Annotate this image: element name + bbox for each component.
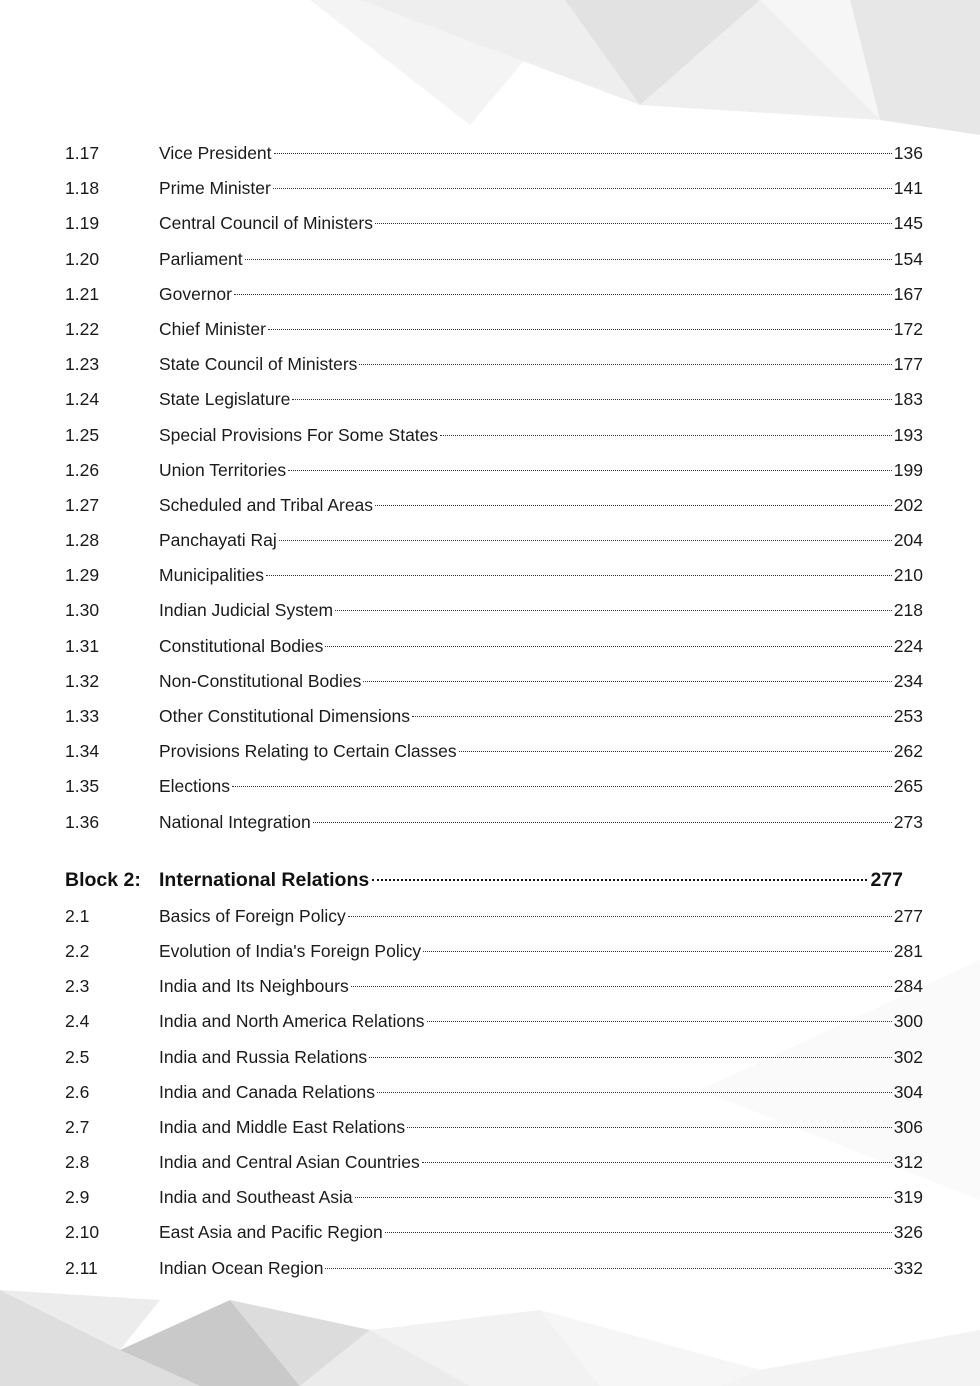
toc-entry-title: Special Provisions For Some States bbox=[159, 424, 439, 445]
toc-entry-title: Municipalities bbox=[159, 565, 265, 586]
toc-entry-page: 253 bbox=[893, 706, 923, 726]
toc-entry-number: 2.2 bbox=[65, 940, 90, 961]
toc-entry-number: 1.18 bbox=[65, 178, 100, 199]
toc-entry-page: 172 bbox=[893, 318, 923, 339]
toc-entry-number: 2.1 bbox=[65, 905, 90, 926]
toc-entry-number: 1.21 bbox=[65, 283, 100, 304]
toc-entry-2-11[interactable] bbox=[65, 1251, 923, 1286]
toc-entry-1-30[interactable] bbox=[65, 593, 923, 628]
toc-entry-page: 224 bbox=[893, 635, 923, 656]
toc-entry-title: India and Southeast Asia bbox=[159, 1187, 353, 1208]
toc-entry-number: 1.32 bbox=[65, 670, 100, 691]
block-title: International Relations bbox=[159, 868, 370, 891]
toc-entry-page: 204 bbox=[893, 530, 923, 551]
dot-leader bbox=[274, 153, 892, 154]
toc-entry-page: 167 bbox=[893, 283, 923, 304]
toc-entry-page: 265 bbox=[893, 776, 923, 797]
dot-leader bbox=[351, 986, 892, 987]
toc-entry-title: Prime Minister bbox=[159, 178, 271, 199]
dot-leader bbox=[245, 259, 892, 260]
toc-entry-page: 210 bbox=[893, 565, 923, 586]
toc-entry-number: 1.28 bbox=[65, 530, 100, 551]
toc-entry-number: 1.23 bbox=[65, 354, 100, 375]
toc-entry-title: Basics of Foreign Policy bbox=[159, 905, 346, 926]
dot-leader bbox=[375, 223, 892, 224]
toc-entry-page: 177 bbox=[893, 354, 923, 375]
dot-leader bbox=[335, 610, 892, 611]
toc-entry-title: Vice President bbox=[159, 143, 272, 163]
dot-leader bbox=[372, 879, 867, 881]
toc-entry-number: 1.26 bbox=[65, 459, 100, 480]
toc-entry-page: 136 bbox=[893, 143, 923, 163]
dot-leader bbox=[423, 951, 892, 952]
toc-entry-title: Provisions Relating to Certain Classes bbox=[159, 741, 457, 762]
toc-entry-title: East Asia and Pacific Region bbox=[159, 1222, 383, 1243]
table-of-contents bbox=[65, 136, 923, 1286]
toc-entry-page: 199 bbox=[893, 459, 923, 480]
dot-leader bbox=[359, 364, 891, 365]
dot-leader bbox=[234, 294, 892, 295]
toc-entry-title: State Council of Ministers bbox=[159, 354, 358, 375]
toc-entry-page: 281 bbox=[893, 940, 923, 961]
toc-entry-number: 2.5 bbox=[65, 1046, 90, 1067]
toc-entry-number: 1.20 bbox=[65, 248, 100, 269]
dot-leader bbox=[348, 916, 892, 917]
toc-entry-number: 1.30 bbox=[65, 600, 100, 621]
dot-leader bbox=[385, 1232, 892, 1233]
block-page: 277 bbox=[870, 868, 903, 891]
dot-leader bbox=[377, 1092, 892, 1093]
toc-entry-number: 2.3 bbox=[65, 976, 90, 997]
toc-entry-number: 1.35 bbox=[65, 776, 100, 797]
toc-entry-page: 154 bbox=[893, 248, 923, 269]
toc-entry-number: 1.25 bbox=[65, 424, 100, 445]
toc-entry-page: 302 bbox=[893, 1046, 923, 1067]
toc-entry-page: 304 bbox=[893, 1081, 923, 1102]
toc-entry-1-29[interactable] bbox=[65, 558, 923, 593]
toc-entry-number: 1.33 bbox=[65, 706, 100, 726]
toc-entry-1-35[interactable] bbox=[65, 769, 923, 804]
dot-leader bbox=[427, 1021, 892, 1022]
dot-leader bbox=[279, 540, 892, 541]
toc-entry-number: 2.4 bbox=[65, 1011, 90, 1032]
toc-entry-title: Indian Ocean Region bbox=[159, 1257, 324, 1278]
toc-entry-1-33[interactable] bbox=[65, 699, 923, 734]
toc-entry-number: 1.17 bbox=[65, 143, 100, 163]
toc-entry-1-19[interactable] bbox=[65, 206, 923, 241]
toc-entry-1-18[interactable] bbox=[65, 171, 923, 206]
toc-entry-title: Central Council of Ministers bbox=[159, 213, 373, 234]
toc-entry-number: 1.31 bbox=[65, 635, 100, 656]
toc-entry-page: 326 bbox=[893, 1222, 923, 1243]
toc-entry-1-27[interactable] bbox=[65, 488, 923, 523]
dot-leader bbox=[325, 646, 891, 647]
toc-entry-2-7[interactable] bbox=[65, 1110, 923, 1145]
toc-entry-page: 300 bbox=[893, 1011, 923, 1032]
toc-entry-number: 1.19 bbox=[65, 213, 100, 234]
toc-entry-1-21[interactable] bbox=[65, 277, 923, 312]
toc-entry-title: India and North America Relations bbox=[159, 1011, 425, 1032]
toc-entry-page: 312 bbox=[893, 1152, 923, 1173]
toc-entry-title: Parliament bbox=[159, 248, 243, 269]
block-label: Block 2: bbox=[65, 868, 141, 891]
block-2-heading[interactable] bbox=[65, 862, 903, 898]
toc-entry-1-23[interactable] bbox=[65, 347, 923, 382]
toc-entry-1-24[interactable] bbox=[65, 382, 923, 417]
toc-entry-1-17[interactable] bbox=[65, 136, 923, 171]
toc-entry-1-34[interactable] bbox=[65, 734, 923, 769]
toc-entry-number: 2.8 bbox=[65, 1152, 90, 1173]
toc-entry-title: India and Middle East Relations bbox=[159, 1116, 406, 1137]
toc-entry-number: 2.6 bbox=[65, 1081, 90, 1102]
toc-entry-page: 277 bbox=[893, 905, 923, 926]
toc-entry-title: Non-Constitutional Bodies bbox=[159, 670, 362, 691]
toc-entry-2-5[interactable] bbox=[65, 1040, 923, 1075]
toc-entry-2-6[interactable] bbox=[65, 1075, 923, 1110]
dot-leader bbox=[422, 1162, 892, 1163]
toc-entry-number: 1.36 bbox=[65, 811, 100, 832]
toc-entry-2-8[interactable] bbox=[65, 1145, 923, 1180]
toc-entry-page: 234 bbox=[893, 670, 923, 691]
toc-entry-number: 1.24 bbox=[65, 389, 100, 410]
dot-leader bbox=[268, 329, 892, 330]
toc-entry-title: Other Constitutional Dimensions bbox=[159, 706, 410, 726]
toc-entry-number: 2.10 bbox=[65, 1222, 100, 1243]
toc-entry-title: Governor bbox=[159, 283, 232, 304]
toc-entry-title: Scheduled and Tribal Areas bbox=[159, 494, 374, 515]
toc-entry-page: 202 bbox=[893, 494, 923, 515]
toc-entry-page: 319 bbox=[893, 1187, 923, 1208]
toc-entry-title: Chief Minister bbox=[159, 318, 266, 339]
toc-entry-number: 1.22 bbox=[65, 318, 100, 339]
dot-leader bbox=[288, 470, 892, 471]
toc-entry-number: 2.9 bbox=[65, 1187, 90, 1208]
dot-leader bbox=[273, 188, 892, 189]
toc-entry-page: 193 bbox=[893, 424, 923, 445]
toc-entry-title: Indian Judicial System bbox=[159, 600, 334, 621]
toc-entry-page: 306 bbox=[893, 1116, 923, 1137]
dot-leader bbox=[325, 1268, 891, 1269]
toc-entry-title: India and Canada Relations bbox=[159, 1081, 375, 1102]
toc-entry-1-28[interactable] bbox=[65, 523, 923, 558]
toc-entry-title: India and Russia Relations bbox=[159, 1046, 368, 1067]
dot-leader bbox=[412, 716, 892, 717]
dot-leader bbox=[363, 681, 891, 682]
toc-entry-page: 145 bbox=[893, 213, 923, 234]
toc-entry-page: 218 bbox=[893, 600, 923, 621]
dot-leader bbox=[313, 822, 892, 823]
dot-leader bbox=[375, 505, 892, 506]
toc-entry-1-36[interactable] bbox=[65, 805, 923, 840]
toc-entry-1-32[interactable] bbox=[65, 664, 923, 699]
toc-entry-title: State Legislature bbox=[159, 389, 291, 410]
toc-entry-1-25[interactable] bbox=[65, 418, 923, 453]
toc-entry-page: 262 bbox=[893, 741, 923, 762]
toc-entry-number: 1.29 bbox=[65, 565, 100, 586]
dot-leader bbox=[266, 575, 892, 576]
dot-leader bbox=[407, 1127, 892, 1128]
toc-entry-2-9[interactable] bbox=[65, 1180, 923, 1215]
toc-entry-2-1[interactable] bbox=[65, 899, 923, 934]
dot-leader bbox=[355, 1197, 892, 1198]
toc-entry-1-26[interactable] bbox=[65, 453, 923, 488]
dot-leader bbox=[232, 786, 892, 787]
dot-leader bbox=[440, 435, 892, 436]
toc-entry-1-20[interactable] bbox=[65, 242, 923, 277]
toc-entry-number: 2.11 bbox=[65, 1257, 98, 1278]
dot-leader bbox=[292, 399, 891, 400]
dot-leader bbox=[369, 1057, 892, 1058]
toc-entry-page: 273 bbox=[893, 811, 923, 832]
toc-entry-2-3[interactable] bbox=[65, 969, 923, 1004]
toc-entry-page: 332 bbox=[893, 1257, 923, 1278]
toc-entry-1-31[interactable] bbox=[65, 629, 923, 664]
toc-entry-2-4[interactable] bbox=[65, 1004, 923, 1039]
toc-entry-page: 141 bbox=[893, 178, 923, 199]
toc-entry-title: India and Its Neighbours bbox=[159, 976, 349, 997]
toc-entry-title: Constitutional Bodies bbox=[159, 635, 324, 656]
toc-entry-number: 1.34 bbox=[65, 741, 100, 762]
toc-entry-title: National Integration bbox=[159, 811, 311, 832]
dot-leader bbox=[459, 751, 892, 752]
toc-entry-title: Evolution of India's Foreign Policy bbox=[159, 940, 422, 961]
toc-entry-title: Elections bbox=[159, 776, 231, 797]
toc-entry-2-2[interactable] bbox=[65, 934, 923, 969]
toc-entry-1-22[interactable] bbox=[65, 312, 923, 347]
toc-entry-number: 1.27 bbox=[65, 494, 100, 515]
toc-entry-page: 183 bbox=[893, 389, 923, 410]
toc-entry-number: 2.7 bbox=[65, 1116, 90, 1137]
toc-entry-2-10[interactable] bbox=[65, 1215, 923, 1250]
toc-entry-page: 284 bbox=[893, 976, 923, 997]
toc-entry-title: India and Central Asian Countries bbox=[159, 1152, 420, 1173]
toc-entry-title: Panchayati Raj bbox=[159, 530, 277, 551]
toc-entry-title: Union Territories bbox=[159, 459, 287, 480]
